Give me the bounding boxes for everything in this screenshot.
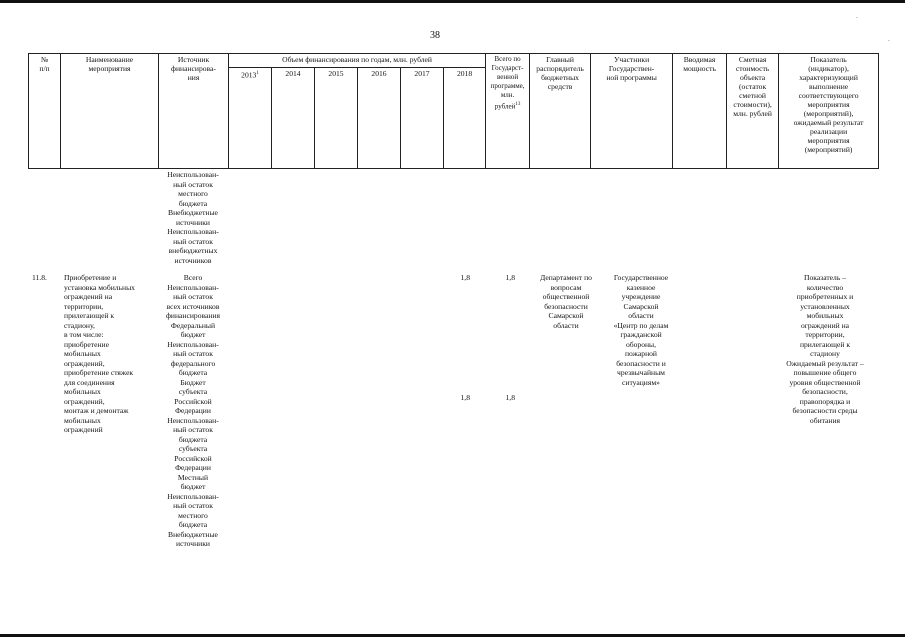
top-sources: Неиспользован- ный остаток местного бюджета Внебюджетные источники Неиспользован- ный остаток внебюджетных источников bbox=[167, 170, 219, 265]
header-total-sup: 13 bbox=[515, 102, 521, 107]
header-year-2015: 2015 bbox=[315, 68, 358, 169]
header-year-2017: 2017 bbox=[401, 68, 444, 169]
corner-mark: . bbox=[888, 35, 890, 43]
header-capacity: Вводимая мощность bbox=[673, 54, 727, 169]
header-year-2018: 2018 bbox=[444, 68, 486, 169]
row-sources: Всего Неиспользован- ный остаток всех источников финансирования Федеральный бюджет Неиспользован- ный остаток федерального бюджета Бюджет субъекта Российской Федерации Неиспользован- ный остаток бюджета субъекта Российской Федерации Местный бюджет Неиспользован- ный остаток местного бюджета Внебюджетные источники bbox=[166, 273, 220, 548]
header-year-2013 bbox=[229, 68, 272, 169]
row-participants: Государственное казенное учреждение Самарской области «Центр по делам гражданской обороны, пожарной безопасности и чрезвычайным ситуациям» bbox=[613, 273, 669, 387]
row-total-program: 1,8 bbox=[505, 273, 515, 282]
header-total-text: Всего по Государст- венной программе, млн. рублей bbox=[490, 55, 525, 111]
header-estimate: Сметная стоимость объекта (остаток сметной стоимости), млн. рублей bbox=[727, 54, 779, 169]
row-name: Приобретение и установка мобильных ограждений на территории, прилегающей к стадиону, в том числе: приобретение мобильных ограждений, приобретение стяжек для соединения мобильных ограждений, монтаж и демонтаж мобильных ограждений bbox=[64, 273, 135, 434]
header-participants: Участники Государствен- ной программы bbox=[591, 54, 673, 169]
row-regional-2018: 1,8 bbox=[460, 393, 470, 402]
top-border bbox=[0, 0, 905, 3]
row-manager: Департамент по вопросам общественной безопасности Самарской области bbox=[540, 273, 592, 330]
header-name: Наименование мероприятия bbox=[61, 54, 159, 169]
row-regional-program: 1,8 bbox=[505, 393, 515, 402]
header-manager: Главный распорядитель бюджетных средств bbox=[530, 54, 591, 169]
year-label: 2013 bbox=[241, 70, 257, 80]
header-table bbox=[28, 53, 879, 169]
row-indicator: Показатель – количество приобретенных и установленных мобильных ограждений на территории, прилегающей к стадиону Ожидаемый результат – повышение общего уровня общественной безопасности, правопорядка и безопасности среды обитания bbox=[786, 273, 864, 425]
header-num: № п/п bbox=[29, 54, 61, 169]
header-funding: Объем финансирования по годам, млн. рублей bbox=[229, 54, 486, 68]
header-source: Источник финансирова- ния bbox=[159, 54, 229, 169]
header-year-2014: 2014 bbox=[272, 68, 315, 169]
page-number: 38 bbox=[430, 30, 440, 41]
header-year-2016: 2016 bbox=[358, 68, 401, 169]
header-total bbox=[486, 54, 530, 169]
row-num: 11.8. bbox=[32, 273, 47, 282]
bottom-border bbox=[0, 634, 905, 637]
year-sup: 1 bbox=[256, 71, 259, 76]
corner-mark: . bbox=[856, 12, 858, 20]
header-indicator: Показатель (индикатор), характеризующий выполнение соответствующего мероприятия (мероприятий), ожидаемый результат реализации мероприятия (мероприятий) bbox=[779, 54, 879, 169]
row-total-2018: 1,8 bbox=[460, 273, 470, 282]
